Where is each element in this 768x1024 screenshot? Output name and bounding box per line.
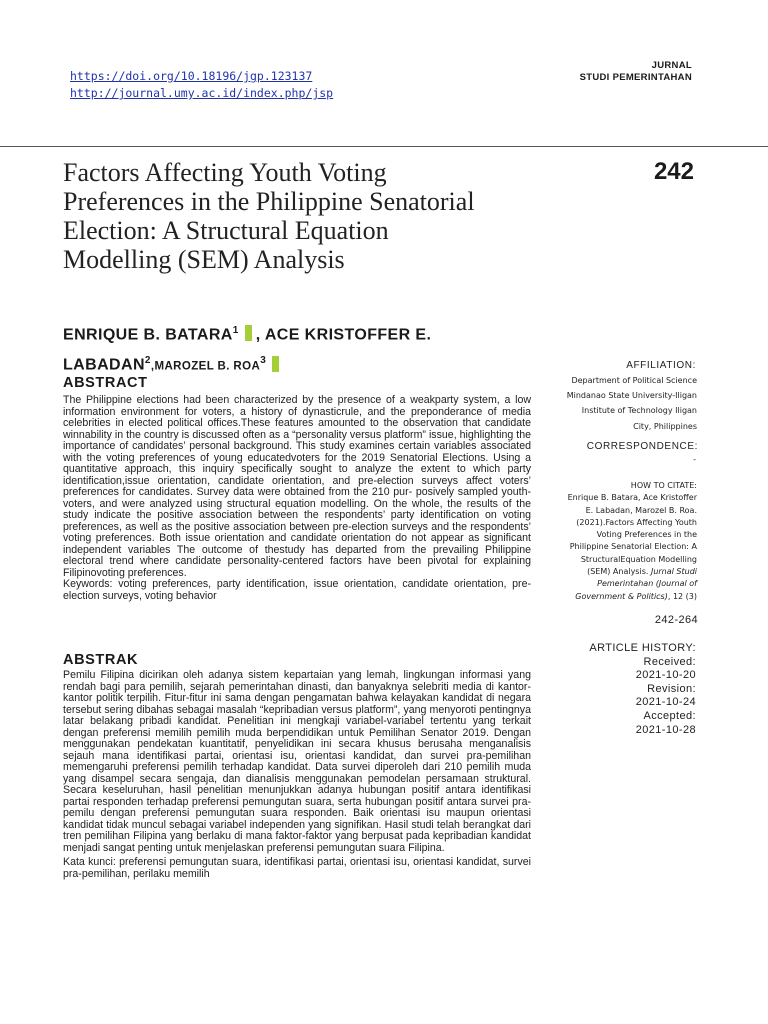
citation-block <box>540 480 697 603</box>
correspondence-value: - <box>693 455 696 464</box>
article-title: Factors Affecting Youth Voting Preferences in the Philippine Senatorial Election: A Structural Equation Modelling (SEM) Analysis <box>63 158 475 274</box>
citation-line: StructuralEquation Modelling <box>580 554 697 564</box>
abstrak-heading: ABSTRAK <box>63 652 139 668</box>
article-history <box>560 642 696 737</box>
journal-name-line2: STUDI PEMERINTAHAN <box>579 72 692 83</box>
journal-website-link[interactable]: http://journal.umy.ac.id/index.php/jsp <box>70 86 334 100</box>
author-superscript: 2 <box>144 355 151 367</box>
author-list <box>63 318 533 380</box>
abstract-heading: ABSTRACT <box>63 375 148 391</box>
affiliation-line: City, Philippines <box>633 421 697 431</box>
citation-line: E. Labadan, Marozel B. Roa. <box>585 505 697 515</box>
citation-pages: 242-264 <box>654 614 698 626</box>
correspondence-heading: CORRESPONDENCE: <box>586 441 698 452</box>
citation-journal: Jurnal Studi <box>650 567 697 577</box>
citation-line: Pemerintahan (Journal of <box>597 579 697 589</box>
citation-heading: HOW TO CITATE: <box>630 481 697 490</box>
citation-line: (2021).Factors Affecting Youth <box>576 517 697 527</box>
abstract-keywords: Keywords: voting preferences, party identification, issue orientation, candidate orientation, pre-election surveys, voting behavior <box>63 578 531 602</box>
citation-line: Enrique B. Batara, Ace Kristoffer <box>567 493 697 503</box>
citation-journal: Government & Politics) <box>575 591 668 601</box>
journal-name-line1: JURNAL <box>651 60 692 71</box>
received-label: Received: <box>643 655 696 668</box>
page-number: 242 <box>653 158 694 185</box>
received-date: 2021-10-20 <box>635 669 696 682</box>
doi-link[interactable]: https://doi.org/10.18196/jgp.123137 <box>70 69 313 83</box>
abstrak-keywords: Kata kunci: preferensi pemungutan suara, identifikasi partai, orientasi isu, orientasi kandidat, survei pra-pemilihan, perilaku memilih <box>63 856 531 880</box>
citation-volume: , 12 (3) <box>667 591 697 601</box>
orcid-icon[interactable] <box>245 325 252 341</box>
author-name: ENRIQUE B. BATARA <box>63 326 233 344</box>
orcid-icon[interactable] <box>272 356 279 372</box>
history-heading: ARTICLE HISTORY: <box>589 642 696 654</box>
revision-date: 2021-10-24 <box>635 696 696 709</box>
author-superscript: 1 <box>232 325 239 336</box>
affiliation-line: Mindanao State University-Iligan <box>566 391 697 401</box>
abstrak-body <box>63 670 531 880</box>
author-name: LABADAN <box>63 356 145 374</box>
citation-line <box>540 566 697 578</box>
accepted-date: 2021-10-28 <box>635 723 696 736</box>
citation-line: Philippine Senatorial Election: A <box>569 542 697 552</box>
abstract-body <box>63 395 531 602</box>
author-name: MAROZEL B. ROA <box>154 360 261 373</box>
citation-line <box>540 591 697 603</box>
affiliation-line: Department of Political Science <box>571 376 697 385</box>
affiliation-heading: AFFILIATION: <box>626 360 696 371</box>
affiliation-text <box>540 373 697 434</box>
author-superscript: 3 <box>260 355 267 367</box>
header-divider <box>0 146 768 147</box>
journal-name <box>520 60 692 84</box>
abstrak-text: Pemilu Filipina dicirikan oleh adanya sistem kepartaian yang lemah, lingkungan informasi yang rendah bagi para pemilih, sejarah pemerintahan dinasti, dan banyaknya selebriti media di kantor-kantor politik terpilih. Fitur-fitur ini sama dengan pengamatan bahwa kelayakan kandidat di negara tersebut sering dibahas sebagai masalah “kepribadian versus platform”, yang menyoroti pentingnya latar belakang pribadi kandidat. Penelitian ini mengkaji variabel-variabel tertentu yang terkait dengan preferensi memilih pemilih muda berpendidikan untuk Pemilihan Senator 2019. Dengan menggunakan pendekatan kuantitatif, penyelidikan ini secara khusus berusaha menganalisis sejauh mana identifikasi partai, orientasi isu, orientasi kandidat, dan survei pra-pemilihan memengaruhi preferensi pemilih terhadap kandidat. Data survei diperoleh dari 210 pemilih muda yang disampel secara sengaja, dan dianalisis menggunakan pemodelan persamaan struktural. Secara keseluruhan, hasil penelitian menunjukkan adanya hubungan positif antara identifikasi partai responden terhadap preferensi pemungutan suara, serta hubungan positif antara survei pra-pemilu dengan preferensi pemungutan suara responden. Baik orientasi isu maupun orientasi kandidat tidak muncul sebagai variabel independen yang signifikan. Hasil studi telah berangkat dari tren pemilihan Filipina yang berlaku di mana faktor-faktor yang berpusat pada kepribadian kandidat menjadi sangat penting untuk menjelaskan preferensi pemungutan suara Filipina. <box>63 669 531 854</box>
citation-text: (SEM) Analysis. <box>587 567 649 577</box>
abstract-text: The Philippine elections had been characterized by the presence of a weakparty system, a low information environment for voters, a history of dynasticrule, and the preponderance of media celebrities in elected political offices.These features amounted to the observation that candidate winnability in the country is discussed often as a “personality versus platform” issue, highlighting the importance of candidates’ personal background. This study examines certain variables associated with the voting preferences of young educatedvoters for the 2019 Senatorial Elections. Using a quantitative approach, this inquiry specifically sought to analyze the extent to which party identification,issue orientation, candidate orientation, and pre-election surveys affect voters’ preferences for candidates. Survey data were obtained from the 210 pur- posively sampled youth-voters, and were analyzed using structural equation modelling. On the whole, the results of the study indicate the positive association between the respondents’ party identification on voting preferences, as well as the positive association between pre-election surveys and the respondents’ voting preferences. Both issue orientation and candidate orientation do not appear as significant independent variables The outcome of thestudy has departed from the prevailing Philippine electoral trend where candidate personality-centered factors have been pivotal for explaining Filipinovoting preferences. <box>63 394 531 579</box>
author-name: , ACE KRISTOFFER E. <box>255 326 432 344</box>
accepted-label: Accepted: <box>643 709 696 722</box>
revision-label: Revision: <box>647 682 696 695</box>
affiliation-line: Institute of Technology Iligan <box>581 406 697 416</box>
author-separator: , <box>150 360 155 373</box>
citation-line: Voting Preferences in the <box>596 530 697 540</box>
